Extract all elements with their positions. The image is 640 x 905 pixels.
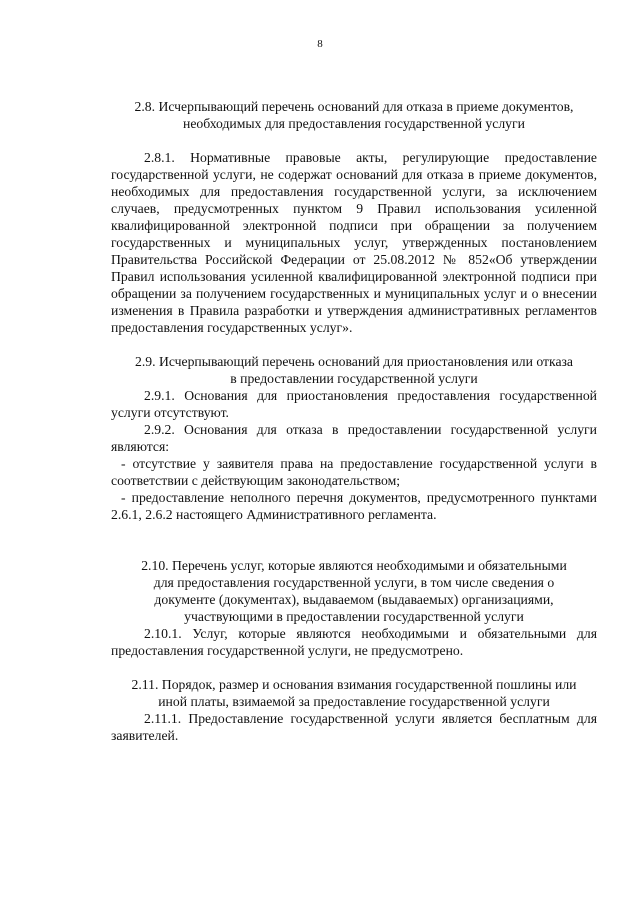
document-body (111, 98, 597, 744)
section-2-8-heading: 2.8. Исчерпывающий перечень оснований для отказа в приеме документов, необходимых для предоставления государственной услуги (134, 99, 574, 131)
paragraph-2-11-1: 2.11.1. Предоставление государственной услуги является бесплатным для заявителей. (111, 711, 597, 743)
paragraph-2-8-1: 2.8.1. Нормативные правовые акты, регулирующие предоставление государственной услуги, не содержат оснований для отказа в приеме документов, необходимых для предоставления государственной услуги, за исключением случаев, предусмотренных пунктом 9 Правил использования усиленной квалифицированной электронной подписи при обращении за получением государственных и муниципальных услуг, утвержденных постановлением Правительства Российской Федерации от 25.08.2012 № 852«Об утверждении Правил использования усиленной квалифицированной электронной подписи при обращении за получением государственных и муниципальных услуг и о внесении изменения в Правила разработки и утверждения административных регламентов предоставления государственных услуг». (111, 150, 597, 335)
list-item-incomplete-docs: - предоставление неполного перечня документов, предусмотренного пунктами 2.6.1, 2.6.2 настоящего Административного регламента. (111, 490, 597, 522)
paragraph-2-10-1: 2.10.1. Услуг, которые являются необходимыми и обязательными для предоставления государственной услуги, не предусмотрено. (111, 626, 597, 658)
list-item-no-right: - отсутствие у заявителя права на предоставление государственной услуги в соответствии с действующим законодательством; (111, 456, 597, 488)
section-2-10-heading: 2.10. Перечень услуг, которые являются необходимыми и обязательными для предоставления государственной услуги, в том числе сведения о документе (документах), выдаваемом (выдаваемых) организациями, участвующими в предоставлении государственной услуги (141, 558, 567, 624)
paragraph-2-9-2: 2.9.2. Основания для отказа в предоставлении государственной услуги являются: (111, 422, 597, 454)
paragraph-2-9-1: 2.9.1. Основания для приостановления предоставления государственной услуги отсутствуют. (111, 388, 597, 420)
section-2-9-heading: 2.9. Исчерпывающий перечень оснований для приостановления или отказа в предоставлении государственной услуги (134, 354, 574, 386)
section-2-11-heading: 2.11. Порядок, размер и основания взимания государственной пошлины или иной платы, взимаемой за предоставление государственной услуги (131, 677, 577, 709)
page-number: 8 (317, 38, 323, 50)
